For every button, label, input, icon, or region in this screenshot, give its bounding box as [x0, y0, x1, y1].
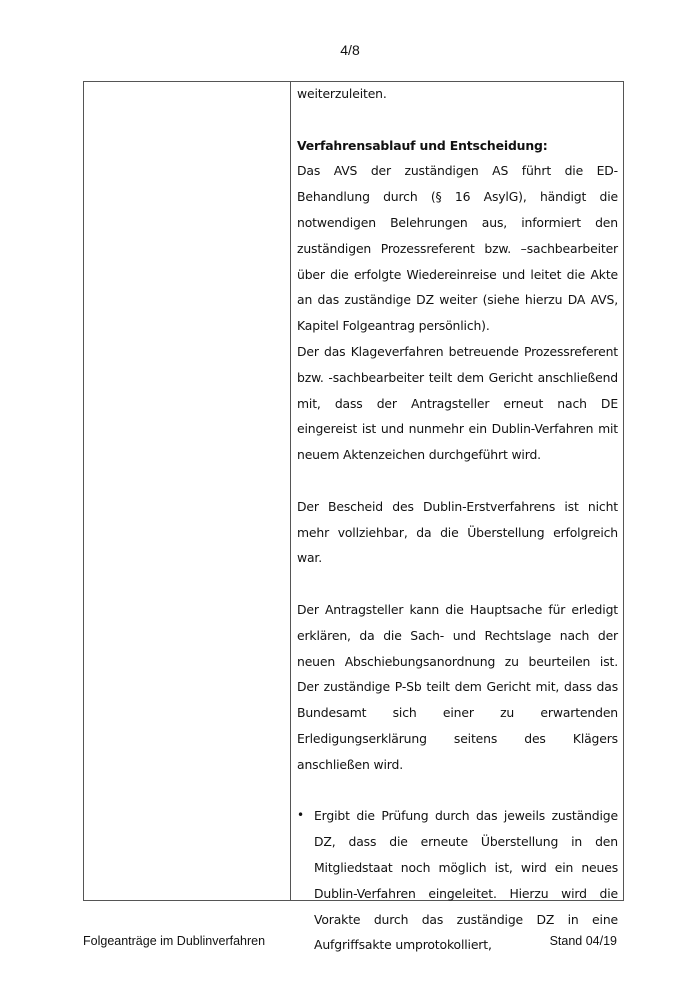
bullet-icon: • — [297, 808, 304, 823]
section-heading: Verfahrensablauf und Entscheidung: — [297, 137, 548, 153]
footer-title: Folgeanträge im Dublinverfahren — [83, 934, 266, 948]
page-number: 4/8 — [340, 42, 360, 58]
paragraph-procedure: Das AVS der zuständigen AS führt die ED-Behandlung durch (§ 16 AsylG), händigt die notwendigen Belehrungen aus, informiert den zuständigen Prozessreferent bzw. –sachbearbeiter über die erfolgte Wiedereinreise und leitet die Akte an das zuständige DZ weiter (siehe hierzu DA AVS, Kapitel Folgeantrag persönlich). — [297, 163, 618, 334]
right-column — [297, 81, 618, 958]
footer-date: Stand 04/19 — [549, 934, 617, 948]
column-divider — [290, 81, 291, 901]
continued-line: weiterzuleiten. — [297, 86, 387, 101]
paragraph-enforceability: Der Bescheid des Dublin-Erstverfahrens ist nicht mehr vollziehbar, da die Überstellung erfolgreich war. — [297, 498, 618, 566]
paragraph-court-notice: Der das Klageverfahren betreuende Prozessreferent bzw. -sachbearbeiter teilt dem Gericht anschließend mit, dass der Antragsteller erneut nach DE eingereist ist und nunmehr ein Dublin-Verfahren mit neuem Aktenzeichen durchgeführt wird. — [297, 343, 618, 463]
paragraph-settlement: Der Antragsteller kann die Hauptsache für erledigt erklären, da die Sach- und Rechtslage nach der neuen Abschiebungsanordnung zu beurteilen ist. Der zuständige P-Sb teilt dem Gericht mit, dass das Bundesamt sich einer zu erwartenden Erledigungserklärung seitens des Klägers anschließen wird. — [297, 601, 618, 772]
bullet-text: Ergibt die Prüfung durch das jeweils zuständige DZ, dass die erneute Überstellung in den Mitgliedstaat noch möglich ist, wird ein neues Dublin-Verfahren eingeleitet. Hierzu wird die Vorakte durch das zuständige DZ in eine Aufgriffsakte umprotokolliert, — [314, 808, 618, 953]
